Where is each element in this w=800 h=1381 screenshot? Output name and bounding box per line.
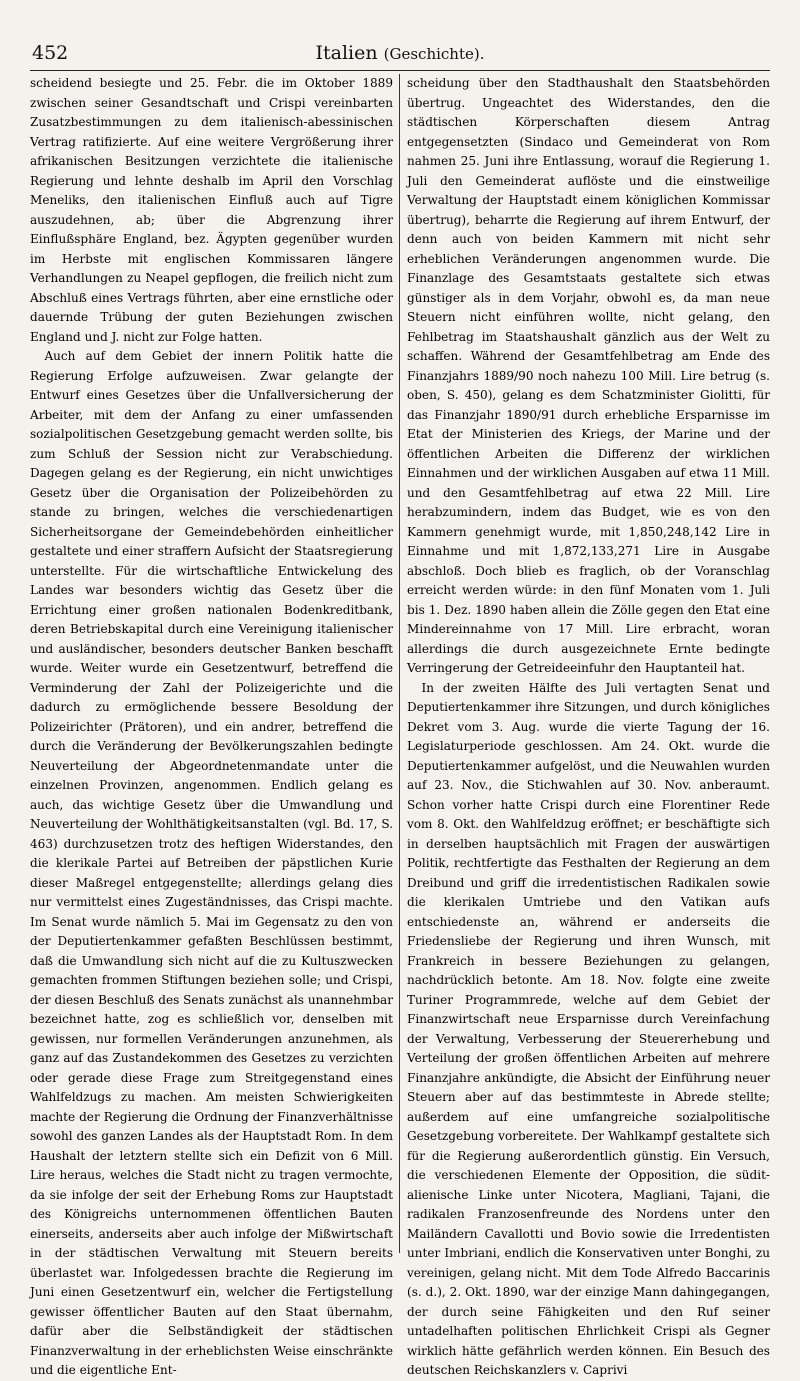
right-paragraph: scheidung über den Stadthaushalt den Staatsbehörden übertrug. Ungeachtet des Widerstandes, den die städtischen Körperschaften diesem Antrag entgegensetzten (Sindaco und Gemeinderat von Rom nahmen 25. Juni ihre Entlassung, worauf die Regierung 1. Juli den Gemeinderat auflöste und die einstweilige Verwaltung der Hauptstadt einem königlichen Kommissar übertrug), beharrte die Regierung auf ihrem Entwurf, der denn auch von beiden Kammern mit nicht sehr erheblichen Veränderungen angenommen wurde. Die Finanzlage des Gesamtstaats gestaltete sich etwas günstiger als in dem Vorjahr, obwohl es, da man neue Steuern nicht einführen wollte, nicht gelang, den Fehlbetrag im Staatshaushalt gänzlich aus der Welt zu schaffen. Während der Gesamtfehlbetrag am Ende des Finanzjahrs 1889/90 noch nahezu 100 Mill. Lire betrug (s. oben, S. 450), gelang es dem Schatzminister Giolitti, für das Finanzjahr 1890/91 durch erhebliche Ersparnisse im Etat der Ministerien des Kriegs, der Marine und der öffentlichen Arbeiten die Differenz der wirklichen Einnahmen und der wirklichen Ausgaben auf etwa 11 Mill. und den Gesamtfehlbetrag auf etwa 22 Mill. Lire herabzumindern, indem das Budget, wie es von den Kammern genehmigt wurde, mit 1,850,248,142 Lire in Einnahme und mit 1,872,133,271 Lire in Ausgabe abschloß. Doch blieb es fraglich, ob der Voranschlag erreicht werden würde: in den fünf Monaten vom 1. Juli bis 1. Dez. 1890 haben allein die Zölle gegen den Etat eine Mindereinnahme von 17 Mill. Lire erbracht, woran allerdings die durch ausgezeichnete Ernte bedingte Verringerung der Getreideeinfuhr den Hauptanteil hat. <box>407 76 770 675</box>
right-column <box>399 74 770 1377</box>
page-header <box>30 34 770 71</box>
right-paragraph: In der zweiten Hälfte des Juli vertagten Senat und Deputiertenkammer ihre Sitzungen, und durch königliches Dekret vom 3. Aug. wurde die vierte Tagung der 16. Legislaturperiode geschlossen. Am 24. Okt. wurde die Deputiertenkammer aufgelöst, und die Neuwahlen wurden auf 23. Nov., die Stichwahlen auf 30. Nov. anberaumt. Schon vorher hatte Crispi durch eine Florentiner Rede vom 8. Okt. den Wahlfeldzug eröffnet; er beschäftigte sich in derselben hauptsächlich mit Fragen der auswärtigen Politik, rechtfertigte das Festhalten der Regierung an dem Dreibund und griff die irredentistischen Radikalen sowie die klerikalen Umtriebe und den Vatikan aufs entschiedenste an, während er anderseits die Friedensliebe der Regierung und ihren Wunsch, mit Frankreich in bessere Beziehungen zu gelangen, nachdrücklich betonte. Am 18. Nov. folgte eine zweite Turiner Programmrede, welche auf dem Gebiet der Finanzwirtschaft neue Ersparnisse durch Vereinfachung der Verwaltung, Verbesserung der Steuererhebung und Verteilung der großen öffentlichen Arbeiten auf mehrere Finanzjahre ankündigte, die Absicht der Einführung neuer Steuern aber auf das bestimmteste in Abrede stellte; außerdem auf eine umfangreiche sozialpolitische Gesetzgebung vorbereitete. Der Wahlkampf gestaltete sich für die Regierung außerordentlich günstig. Ein Versuch, die verschiedenen Elemente der Opposition, die süditalienische Linke unter Nicotera, Magliani, Tajani, die radikalen Franzosenfreunde des Nordens unter den Mailändern Cavallotti und Bovio sowie die Irredentisten unter Imbriani, endlich die Konservativen unter Bonghi, zu vereinigen, gelang nicht. Mit dem Tode Alfredo Baccarinis (s. d.), 2. Okt. 1890, war der einzige Mann dahingegangen, der durch seine Fähigkeiten und den Ruf seiner untadelhaften politischen Ehrlichkeit Crispi als Gegner wirklich hätte gefährlich werden können. Ein Besuch des deutschen Reichskanzlers v. Caprivi <box>407 680 770 1377</box>
running-title-main: Italien <box>315 42 378 64</box>
running-title <box>30 42 770 64</box>
running-title-subtitle: (Geschichte). <box>383 45 485 63</box>
left-column <box>30 74 399 1377</box>
page-number: 452 <box>32 42 69 64</box>
left-paragraph: Auch auf dem Gebiet der innern Politik hatte die Regierung Erfolge aufzuweisen. Zwar gelangte der Entwurf eines Gesetzes über die Unfallversicherung der Arbeiter, mit dem der Anfang zu einer umfassenden sozialpolitischen Gesetzgebung gemacht werden sollte, bis zum Schluß der Session nicht zur Verabschiedung. Dagegen gelang es der Regierung, ein nicht unwichtiges Gesetz über die Organisation der Polizeibehörden zu stande zu bringen, welches die verschiedenartigen Sicherheitsorgane der Gemeindebehörden einheitlicher gestaltete und einer straffern Aufsicht der Staatsregierung unterstellte. Für die wirtschaftliche Entwickelung des Landes war besonders wichtig das Gesetz über die Errichtung einer großen nationalen Bodenkreditbank, deren Betriebskapital durch eine Vereinigung italienischer und ausländischer, besonders deutscher Banken beschafft wurde. Weiter wurde ein Gesetzentwurf, betreffend die Verminderung der Zahl der Polizeigerichte und die dadurch zu ermöglichende bessere Besoldung der Polizeirichter (Prätoren), und ein andrer, betreffend die durch die Veränderung der Bevölkerungszahlen bedingte Neuverteilung der Abgeordnetenmandate unter die einzelnen Provinzen, angenommen. Endlich gelang es auch, das wichtige Gesetz über die Umwandlung und Neuverteilung der Wohlthätigkeitsanstalten (vgl. Bd. 17, S. 463) durchzusetzen trotz des heftigen Widerstandes, den die klerikale Partei auf Betreiben der päpstlichen Kurie dieser Maßregel entgegenstellte; allerdings gelang dies nur vermittelst eines Zugeständnisses, das Crispi machte. Im Senat wurde nämlich 5. Mai im Gegensatz zu den von der Deputiertenkammer gefaßten Beschlüssen bestimmt, daß die Umwandlung sich nicht auf die zu Kultuszwecken gemachten frommen Stiftungen beziehen solle; und Crispi, der diesen Beschluß des Senats zunächst als unannehmbar bezeichnet hatte, zog es schließlich vor, denselben mit gewissen, nur formellen Veränderungen anzunehmen, als ganz auf das Zustandekommen des Gesetzes zu verzichten oder gerade diese Frage zum Streitgegenstand eines Wahlfeldzugs zu machen. Am meisten Schwierigkeiten machte der Regierung die Ordnung der Finanzverhältnisse sowohl des ganzen Landes als der Hauptstadt Rom. In dem Haushalt der letztern stellte sich ein Defizit von 6 Mill. Lire heraus, welches die Stadt nicht zu tragen vermochte, da sie infolge der seit der Erhebung Roms zur Hauptstadt des Königreichs unternommenen öffentlichen Bauten einerseits, anderseits aber auch infolge der Mißwirtschaft in der städtischen Verwaltung mit Steuern bereits überlastet war. Infolgedessen brachte die Regierung im Juni einen Gesetzentwurf ein, welcher die Fertigstellung gewisser öffentlicher Bauten auf den Staat übernahm, dafür aber die Selbständigkeit der städtischen Finanzverwaltung in der erheblichsten Weise einschränkte und die eigentliche Ent- <box>30 349 393 1377</box>
text-columns <box>30 74 770 1377</box>
left-paragraph: scheidend besiegte und 25. Febr. die im Oktober 1889 zwischen seiner Gesandtschaft und Crispi vereinbarten Zusatzbestimmungen zu dem italienisch-abessinischen Vertrag ratifizierte. Auf eine weitere Vergrößerung ihrer afrikanischen Besitzungen verzichtete die italienische Regierung und lehnte deshalb im April den Vorschlag Meneliks, den italienischen Einfluß auch auf Tigre auszudehnen, ab; über die Abgrenzung ihrer Einflußsphäre England, bez. Ägypten gegenüber wurden im Herbste mit englischen Kommissaren längere Verhandlungen zu Neapel gepflogen, die freilich nicht zum Abschluß eines Vertrags führten, aber eine ernstliche oder dauernde Trübung der guten Beziehungen zwischen England und J. nicht zur Folge hatten. <box>30 76 393 344</box>
